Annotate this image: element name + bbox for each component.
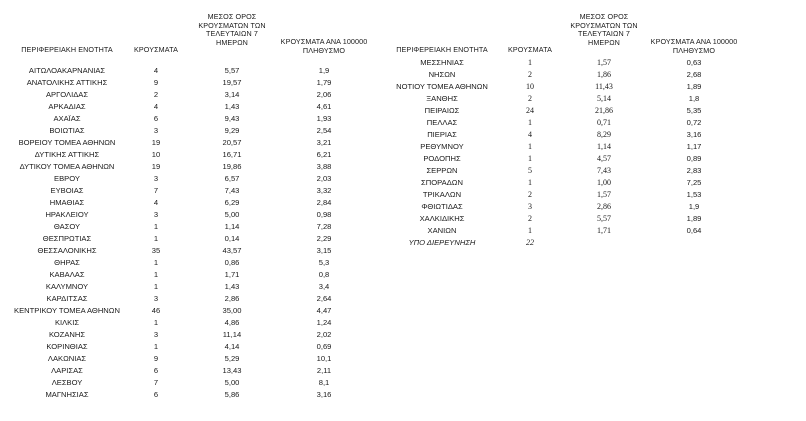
avg-cell: 19,57 xyxy=(222,78,242,87)
table-row xyxy=(0,57,806,69)
per100k-cell: 3,4 xyxy=(318,282,330,291)
region-cell: ΡΟΔΟΠΗΣ xyxy=(423,154,461,163)
per100k-cell: 3,15 xyxy=(316,246,332,255)
region-cell: ΕΒΡΟΥ xyxy=(54,174,80,183)
avg-cell: 1,57 xyxy=(597,190,611,199)
region-cell: ΦΘΙΩΤΙΔΑΣ xyxy=(421,202,463,211)
table-row xyxy=(0,129,806,141)
avg-cell: 2,86 xyxy=(224,294,240,303)
table-row xyxy=(0,317,806,329)
region-cell: ΠΙΕΡΙΑΣ xyxy=(427,130,457,139)
per100k-cell: 2,68 xyxy=(686,70,702,79)
region-cell: ΚΕΝΤΡΙΚΟΥ ΤΟΜΕΑ ΑΘΗΝΩΝ xyxy=(14,306,120,315)
table-row xyxy=(0,105,806,117)
under-investigation-label: ΥΠΟ ΔΙΕΡΕΥΝΗΣΗ xyxy=(408,238,476,247)
per100k-cell: 3,21 xyxy=(316,138,332,147)
region-cell: ΘΕΣΣΑΛΟΝΙΚΗΣ xyxy=(37,246,97,255)
cases-cell: 4 xyxy=(153,102,159,111)
region-cell: ΠΕΙΡΑΙΩΣ xyxy=(424,106,460,115)
region-cell: ΑΙΤΩΛΟΑΚΑΡΝΑΝΙΑΣ xyxy=(28,66,106,75)
avg-cell: 5,86 xyxy=(224,390,240,399)
cases-cell: 1 xyxy=(528,226,532,235)
cases-cell: 1 xyxy=(528,58,532,67)
table-row xyxy=(0,293,806,305)
cases-cell: 4 xyxy=(153,66,159,75)
per100k-cell: 0,69 xyxy=(316,342,332,351)
cases-cell: 24 xyxy=(526,106,534,115)
per100k-cell: 1,89 xyxy=(686,82,702,91)
cases-cell: 1 xyxy=(528,154,532,163)
cases-cell: 1 xyxy=(528,142,532,151)
cases-cell: 2 xyxy=(528,214,532,223)
avg-cell: 9,43 xyxy=(224,114,240,123)
avg-cell: 4,86 xyxy=(224,318,240,327)
per100k-cell: 0,63 xyxy=(686,58,702,67)
cases-cell: 2 xyxy=(153,90,159,99)
region-cell: ΗΡΑΚΛΕΙΟΥ xyxy=(45,210,89,219)
table-row xyxy=(0,269,806,281)
per100k-cell: 7,28 xyxy=(316,222,332,231)
table-row xyxy=(0,189,806,201)
per100k-cell: 2,11 xyxy=(316,366,332,375)
region-cell: ΑΝΑΤΟΛΙΚΗΣ ΑΤΤΙΚΗΣ xyxy=(26,78,108,87)
per100k-cell: 2,54 xyxy=(316,126,332,135)
table-row xyxy=(0,213,806,225)
region-cell: ΘΕΣΠΡΩΤΙΑΣ xyxy=(42,234,92,243)
region-cell: ΕΥΒΟΙΑΣ xyxy=(50,186,84,195)
per100k-cell: 0,98 xyxy=(316,210,332,219)
region-cell: ΚΑΒΑΛΑΣ xyxy=(49,270,85,279)
region-cell: ΚΟΡΙΝΘΙΑΣ xyxy=(46,342,88,351)
region-cell: ΗΜΑΘΙΑΣ xyxy=(49,198,85,207)
region-cell: ΜΑΓΝΗΣΙΑΣ xyxy=(45,390,89,399)
per100k-cell: 2,84 xyxy=(316,198,332,207)
cases-cell: 2 xyxy=(528,94,532,103)
per100k-cell: 2,64 xyxy=(316,294,332,303)
region-cell: ΝΟΤΙΟΥ ΤΟΜΕΑ ΑΘΗΝΩΝ xyxy=(396,82,488,91)
header-right-region: ΠΕΡΙΦΕΡΕΙΑΚΗ ΕΝΟΤΗΤΑ xyxy=(396,45,488,54)
cases-cell: 1 xyxy=(153,270,159,279)
table-row xyxy=(0,257,806,269)
per100k-cell: 2,06 xyxy=(316,90,332,99)
per100k-cell: 3,16 xyxy=(686,130,702,139)
avg-cell: 11,14 xyxy=(222,330,242,339)
per100k-cell: 1,93 xyxy=(316,114,332,123)
avg-cell: 7,43 xyxy=(224,186,240,195)
header-left-avg: ΜΕΣΟΣ ΟΡΟΣ ΚΡΟΥΣΜΑΤΩΝ ΤΩΝ ΤΕΛΕΥΤΑΙΩΝ 7 ΗΜΕΡΩΝ xyxy=(198,12,266,47)
per100k-cell: 0,89 xyxy=(686,154,702,163)
per100k-cell: 1,9 xyxy=(318,66,330,75)
avg-cell: 2,86 xyxy=(597,202,611,211)
avg-cell: 19,86 xyxy=(222,162,242,171)
per100k-cell: 0,64 xyxy=(686,226,702,235)
avg-cell: 5,00 xyxy=(224,210,240,219)
per100k-cell: 0,72 xyxy=(686,118,702,127)
cases-cell: 6 xyxy=(153,114,159,123)
cases-cell: 19 xyxy=(151,162,161,171)
cases-cell: 1 xyxy=(528,118,532,127)
avg-cell: 1,57 xyxy=(597,58,611,67)
avg-cell: 0,14 xyxy=(224,234,240,243)
region-cell: ΔΥΤΙΚΟΥ ΤΟΜΕΑ ΑΘΗΝΩΝ xyxy=(19,162,115,171)
per100k-cell: 3,16 xyxy=(316,390,332,399)
region-cell: ΠΕΛΛΑΣ xyxy=(426,118,458,127)
table-row xyxy=(0,69,806,81)
table-row xyxy=(0,353,806,365)
cases-cell: 10 xyxy=(151,150,161,159)
table-row xyxy=(0,153,806,165)
avg-cell: 13,43 xyxy=(222,366,242,375)
avg-cell: 16,71 xyxy=(222,150,242,159)
avg-cell: 35,00 xyxy=(222,306,242,315)
avg-cell: 5,29 xyxy=(224,354,240,363)
avg-cell: 6,57 xyxy=(224,174,240,183)
per100k-cell: 10,1 xyxy=(316,354,332,363)
avg-cell: 20,57 xyxy=(222,138,242,147)
region-cell: ΞΑΝΘΗΣ xyxy=(426,94,458,103)
per100k-cell: 1,24 xyxy=(316,318,332,327)
region-cell: ΣΕΡΡΩΝ xyxy=(426,166,458,175)
per100k-cell: 2,83 xyxy=(686,166,702,175)
region-cell: ΛΑΡΙΣΑΣ xyxy=(51,366,83,375)
per100k-cell: 6,21 xyxy=(316,150,332,159)
table-row xyxy=(0,281,806,293)
cases-cell: 3 xyxy=(153,210,159,219)
table-row xyxy=(0,81,806,93)
table-row xyxy=(0,117,806,129)
region-cell: ΑΧΑΪΑΣ xyxy=(53,114,81,123)
region-cell: ΛΕΣΒΟΥ xyxy=(51,378,83,387)
cases-cell: 3 xyxy=(153,294,159,303)
table-row xyxy=(0,365,806,377)
cases-cell: 1 xyxy=(153,282,159,291)
region-cell: ΘΑΣΟΥ xyxy=(53,222,81,231)
avg-cell: 7,43 xyxy=(597,166,611,175)
per100k-cell: 7,25 xyxy=(686,178,702,187)
avg-cell: 0,86 xyxy=(224,258,240,267)
per100k-cell: 1,17 xyxy=(686,142,702,151)
region-cell: ΚΙΛΚΙΣ xyxy=(54,318,80,327)
cases-cell: 10 xyxy=(526,82,534,91)
cases-cell: 7 xyxy=(153,186,159,195)
cases-cell: 4 xyxy=(153,198,159,207)
region-cell: ΑΡΓΟΛΙΔΑΣ xyxy=(45,90,89,99)
cases-cell: 3 xyxy=(153,330,159,339)
avg-cell: 9,29 xyxy=(224,126,240,135)
region-cell: ΣΠΟΡΑΔΩΝ xyxy=(421,178,463,187)
per100k-cell: 3,32 xyxy=(316,186,332,195)
per100k-cell: 5,35 xyxy=(686,106,702,115)
header-right-avg: ΜΕΣΟΣ ΟΡΟΣ ΚΡΟΥΣΜΑΤΩΝ ΤΩΝ ΤΕΛΕΥΤΑΙΩΝ 7 ΗΜΕΡΩΝ xyxy=(570,12,638,47)
avg-cell: 1,00 xyxy=(597,178,611,187)
header-left-region: ΠΕΡΙΦΕΡΕΙΑΚΗ ΕΝΟΤΗΤΑ xyxy=(21,45,113,54)
region-cell: ΜΕΣΣΗΝΙΑΣ xyxy=(420,58,464,67)
under-investigation-row xyxy=(0,237,806,249)
avg-cell: 1,14 xyxy=(224,222,240,231)
table-row xyxy=(0,201,806,213)
avg-cell: 5,00 xyxy=(224,378,240,387)
avg-cell: 43,57 xyxy=(222,246,242,255)
avg-cell: 3,14 xyxy=(224,90,240,99)
header-left-cases: ΚΡΟΥΣΜΑΤΑ xyxy=(134,45,178,54)
per100k-cell: 1,9 xyxy=(688,202,700,211)
region-cell: ΧΑΝΙΩΝ xyxy=(427,226,457,235)
per100k-cell: 3,88 xyxy=(316,162,332,171)
region-cell: ΡΕΘΥΜΝΟΥ xyxy=(420,142,464,151)
cases-cell: 5 xyxy=(528,166,532,175)
region-cell: ΒΟΙΩΤΙΑΣ xyxy=(49,126,85,135)
avg-cell: 5,14 xyxy=(597,94,611,103)
cases-cell: 1 xyxy=(153,318,159,327)
per100k-cell: 8,1 xyxy=(318,378,330,387)
header-left-per100k: ΚΡΟΥΣΜΑΤΑ ΑΝΑ 100000 ΠΛΗΘΥΣΜΟ xyxy=(280,37,368,55)
avg-cell: 5,57 xyxy=(597,214,611,223)
region-cell: ΘΗΡΑΣ xyxy=(54,258,80,267)
avg-cell: 8,29 xyxy=(597,130,611,139)
region-cell: ΑΡΚΑΔΙΑΣ xyxy=(48,102,86,111)
avg-cell: 0,71 xyxy=(597,118,611,127)
cases-cell: 3 xyxy=(528,202,532,211)
avg-cell: 11,43 xyxy=(595,82,613,91)
per100k-cell: 4,61 xyxy=(316,102,332,111)
cases-cell: 6 xyxy=(153,390,159,399)
table-row xyxy=(0,225,806,237)
avg-cell: 4,57 xyxy=(597,154,611,163)
region-cell: ΚΑΛΥΜΝΟΥ xyxy=(45,282,89,291)
cases-cell: 3 xyxy=(153,174,159,183)
avg-cell: 1,43 xyxy=(224,282,240,291)
cases-cell: 7 xyxy=(153,378,159,387)
avg-cell: 4,14 xyxy=(224,342,240,351)
region-cell: ΧΑΛΚΙΔΙΚΗΣ xyxy=(419,214,465,223)
header-right-cases: ΚΡΟΥΣΜΑΤΑ xyxy=(508,45,552,54)
cases-cell: 2 xyxy=(528,70,532,79)
table-row xyxy=(0,389,806,401)
per100k-cell: 1,8 xyxy=(688,94,700,103)
region-cell: ΔΥΤΙΚΗΣ ΑΤΤΙΚΗΣ xyxy=(34,150,100,159)
cases-cell: 9 xyxy=(153,78,159,87)
cases-cell: 6 xyxy=(153,366,159,375)
table-row xyxy=(0,329,806,341)
cases-cell: 1 xyxy=(153,258,159,267)
header-right-per100k: ΚΡΟΥΣΜΑΤΑ ΑΝΑ 100000 ΠΛΗΘΥΣΜΟ xyxy=(650,37,738,55)
avg-cell: 21,86 xyxy=(595,106,613,115)
avg-cell: 1,86 xyxy=(597,70,611,79)
per100k-cell: 5,3 xyxy=(318,258,330,267)
region-cell: ΝΗΣΩΝ xyxy=(428,70,456,79)
cases-cell: 2 xyxy=(528,190,532,199)
avg-cell: 1,71 xyxy=(597,226,611,235)
region-cell: ΛΑΚΩΝΙΑΣ xyxy=(47,354,87,363)
avg-cell: 6,29 xyxy=(224,198,240,207)
table-row xyxy=(0,377,806,389)
under-investigation-cases: 22 xyxy=(526,238,534,247)
cases-cell: 1 xyxy=(153,234,159,243)
region-cell: ΚΟΖΑΝΗΣ xyxy=(48,330,86,339)
avg-cell: 1,14 xyxy=(597,142,611,151)
per100k-cell: 1,53 xyxy=(686,190,702,199)
cases-cell: 1 xyxy=(153,342,159,351)
region-cell: ΚΑΡΔΙΤΣΑΣ xyxy=(46,294,88,303)
table-row xyxy=(0,93,806,105)
per100k-cell: 2,02 xyxy=(316,330,332,339)
table-row xyxy=(0,341,806,353)
cases-cell: 3 xyxy=(153,126,159,135)
per100k-cell: 0,8 xyxy=(318,270,330,279)
cases-cell: 19 xyxy=(151,138,161,147)
table-row xyxy=(0,305,806,317)
cases-cell: 4 xyxy=(528,130,532,139)
cases-cell: 1 xyxy=(153,222,159,231)
per100k-cell: 2,03 xyxy=(316,174,332,183)
avg-cell: 5,57 xyxy=(224,66,240,75)
table-row xyxy=(0,141,806,153)
per100k-cell: 1,89 xyxy=(686,214,702,223)
per100k-cell: 2,29 xyxy=(316,234,332,243)
avg-cell: 1,43 xyxy=(224,102,240,111)
avg-cell: 1,71 xyxy=(224,270,240,279)
cases-cell: 46 xyxy=(151,306,161,315)
region-cell: ΒΟΡΕΙΟΥ ΤΟΜΕΑ ΑΘΗΝΩΝ xyxy=(18,138,116,147)
per100k-cell: 1,79 xyxy=(316,78,332,87)
cases-cell: 1 xyxy=(528,178,532,187)
table-row xyxy=(0,165,806,177)
region-cell: ΤΡΙΚΑΛΩΝ xyxy=(422,190,462,199)
cases-cell: 9 xyxy=(153,354,159,363)
table-row xyxy=(0,177,806,189)
cases-cell: 35 xyxy=(151,246,161,255)
per100k-cell: 4,47 xyxy=(316,306,332,315)
